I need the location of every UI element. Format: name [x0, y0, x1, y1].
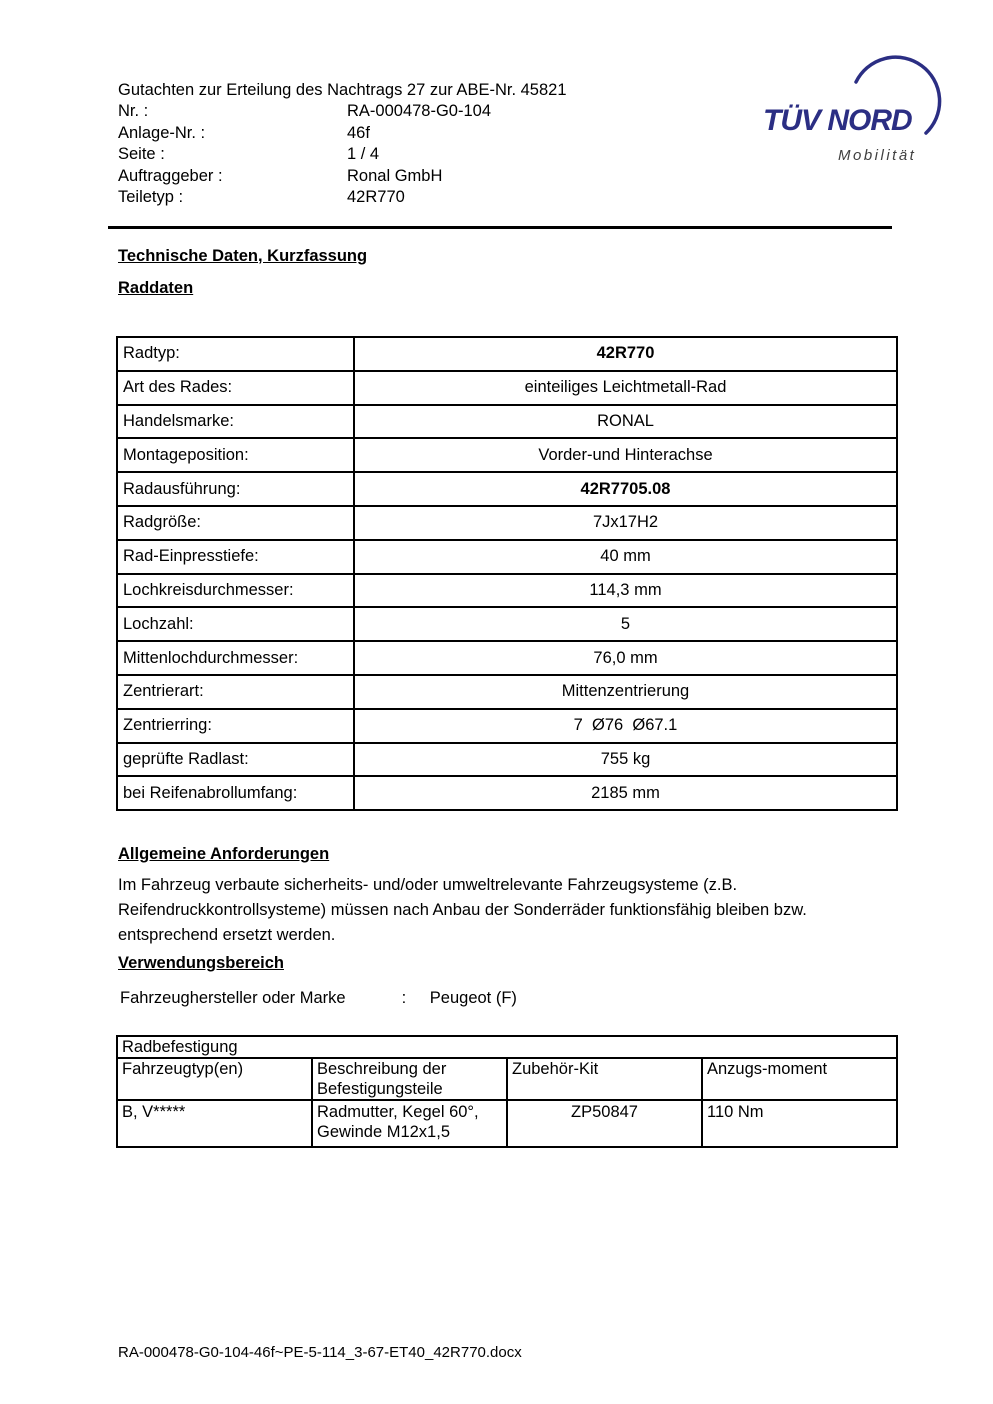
- raddaten-row: [117, 506, 897, 540]
- raddaten-row: [117, 743, 897, 777]
- radbefestigung-title: Radbefestigung: [117, 1036, 897, 1058]
- raddaten-row: [117, 641, 897, 675]
- raddaten-label: Mittenlochdurchmesser:: [117, 641, 354, 675]
- raddaten-value: 114,3 mm: [354, 574, 897, 608]
- header-field-value: 46f: [347, 123, 370, 142]
- radbefestigung-title-row: [117, 1036, 897, 1058]
- raddaten-row: [117, 675, 897, 709]
- radbefestigung-header-cell: Anzugs-moment: [702, 1058, 897, 1100]
- raddaten-label: Zentrierring:: [117, 709, 354, 743]
- raddaten-label: bei Reifenabrollumfang:: [117, 776, 354, 810]
- radbefestigung-header-cell: Beschreibung der Befestigungsteile: [312, 1058, 507, 1100]
- header-field: [118, 101, 567, 122]
- raddaten-row: [117, 371, 897, 405]
- raddaten-label: Zentrierart:: [117, 675, 354, 709]
- raddaten-row: [117, 405, 897, 439]
- fahrzeughersteller-line: [120, 989, 517, 1008]
- raddaten-label: Handelsmarke:: [117, 405, 354, 439]
- fahrzeughersteller-label: Fahrzeughersteller oder Marke: [120, 989, 346, 1007]
- header-field: [118, 166, 567, 187]
- radbefestigung-header-cell: Zubehör-Kit: [507, 1058, 702, 1100]
- header-field-value: 1 / 4: [347, 145, 380, 164]
- raddaten-label: Radgröße:: [117, 506, 354, 540]
- header-field-label: Seite :: [118, 145, 165, 164]
- raddaten-row: [117, 337, 897, 371]
- fahrzeughersteller-value: Peugeot (F): [429, 989, 517, 1007]
- raddaten-label: Radausführung:: [117, 472, 354, 506]
- header-field-value: RA-000478-G0-104: [347, 102, 492, 121]
- raddaten-label: Montageposition:: [117, 438, 354, 472]
- raddaten-value: 76,0 mm: [354, 641, 897, 675]
- raddaten-row: [117, 776, 897, 810]
- header-field-label: Auftraggeber :: [118, 166, 223, 185]
- radbefestigung-data-cell: 110 Nm: [702, 1100, 897, 1147]
- raddaten-table-body: [117, 337, 897, 810]
- technische-daten-heading: Technische Daten, Kurzfassung: [118, 247, 368, 265]
- raddaten-label: Rad-Einpresstiefe:: [117, 540, 354, 574]
- logo-brand-text: TÜV NORD: [763, 104, 912, 137]
- logo-subtitle-text: Mobilität: [838, 147, 917, 164]
- header-field: [118, 187, 567, 208]
- raddaten-value: 40 mm: [354, 540, 897, 574]
- document-header: [118, 80, 567, 208]
- raddaten-value: 2185 mm: [354, 776, 897, 810]
- raddaten-value: 7Jx17H2: [354, 506, 897, 540]
- raddaten-label: Lochzahl:: [117, 607, 354, 641]
- raddaten-row: [117, 472, 897, 506]
- header-field: [118, 144, 567, 165]
- header-field-label: Nr. :: [118, 102, 149, 121]
- raddaten-table: [116, 336, 898, 811]
- raddaten-value: 5: [354, 607, 897, 641]
- radbefestigung-header-row: [117, 1058, 897, 1100]
- header-divider: [108, 226, 892, 229]
- raddaten-heading: Raddaten: [118, 279, 194, 297]
- radbefestigung-table: [116, 1035, 898, 1148]
- raddaten-label: geprüfte Radlast:: [117, 743, 354, 777]
- raddaten-value: Vorder-und Hinterachse: [354, 438, 897, 472]
- raddaten-value: Mittenzentrierung: [354, 675, 897, 709]
- document-title: Gutachten zur Erteilung des Nachtrags 27 zur ABE-Nr. 45821: [118, 81, 567, 99]
- radbefestigung-data-cell: Radmutter, Kegel 60°, Gewinde M12x1,5: [312, 1100, 507, 1147]
- raddaten-row: [117, 574, 897, 608]
- radbefestigung-table-body: [117, 1036, 897, 1147]
- radbefestigung-data-cell: ZP50847: [507, 1100, 702, 1147]
- raddaten-label: Art des Rades:: [117, 371, 354, 405]
- raddaten-row: [117, 709, 897, 743]
- raddaten-label: Lochkreisdurchmesser:: [117, 574, 354, 608]
- raddaten-value: 42R770: [354, 337, 897, 371]
- header-field-label: Teiletyp :: [118, 188, 184, 207]
- radbefestigung-data-cell: B, V*****: [117, 1100, 312, 1147]
- raddaten-value: RONAL: [354, 405, 897, 439]
- radbefestigung-data-row: [117, 1100, 897, 1147]
- allgemeine-anforderungen-text: Im Fahrzeug verbaute sicherheits- und/oder umweltrelevante Fahrzeugsysteme (z.B. Reifendruckkontrollsysteme) müssen nach Anbau der Sonderräder funktionsfähig bleiben bzw. entsprechend ersetzt werden.: [118, 876, 807, 944]
- raddaten-label: Radtyp:: [117, 337, 354, 371]
- raddaten-row: [117, 540, 897, 574]
- raddaten-value: 755 kg: [354, 743, 897, 777]
- raddaten-row: [117, 438, 897, 472]
- allgemeine-anforderungen-heading: Allgemeine Anforderungen: [118, 845, 330, 863]
- header-field: [118, 123, 567, 144]
- header-fields: [118, 101, 567, 208]
- footer-filename: RA-000478-G0-104-46f~PE-5-114_3-67-ET40_42R770.docx: [118, 1344, 522, 1361]
- header-field-value: Ronal GmbH: [347, 166, 443, 185]
- header-field-label: Anlage-Nr. :: [118, 123, 206, 142]
- tuv-nord-logo: [758, 52, 953, 177]
- fahrzeughersteller-separator: :: [401, 989, 407, 1007]
- header-field-value: 42R770: [347, 188, 405, 207]
- verwendungsbereich-heading: Verwendungsbereich: [118, 954, 284, 972]
- radbefestigung-header-cell: Fahrzeugtyp(en): [117, 1058, 312, 1100]
- raddaten-value: 7 Ø76 Ø67.1: [354, 709, 897, 743]
- raddaten-value: 42R7705.08: [354, 472, 897, 506]
- raddaten-row: [117, 607, 897, 641]
- raddaten-value: einteiliges Leichtmetall-Rad: [354, 371, 897, 405]
